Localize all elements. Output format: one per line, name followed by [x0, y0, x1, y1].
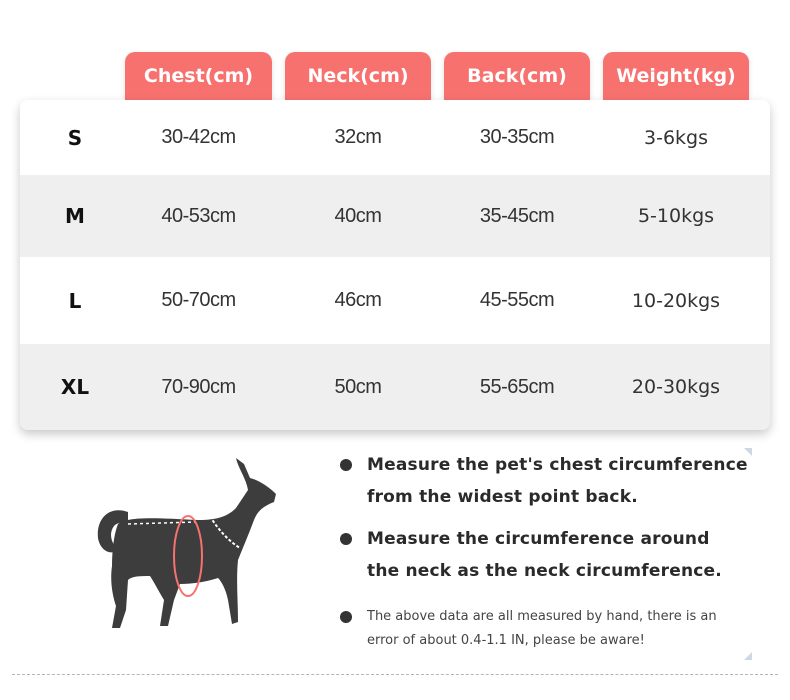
bullet-dot — [340, 611, 352, 623]
bullet-dot — [340, 533, 352, 545]
note-line1: The above data are all measured by hand, there is an — [367, 609, 717, 624]
chest-cell: 30-42cm — [161, 126, 236, 148]
back-cell: 35-45cm — [479, 204, 555, 227]
chest-cell: 40-53cm — [161, 204, 236, 227]
neck-cell: 46cm — [334, 289, 382, 311]
size-cell: S — [67, 125, 83, 150]
size-cell: M — [65, 204, 85, 228]
table-row — [20, 257, 770, 344]
back-cell: 45-55cm — [479, 289, 555, 311]
header-neck: Neck(cm) — [285, 52, 431, 100]
chest-cell: 70-90cm — [161, 375, 236, 398]
table-row — [20, 175, 770, 257]
corner-mark — [744, 652, 752, 660]
weight-cell: 20-30kgs — [631, 376, 721, 398]
corner-mark — [744, 448, 752, 456]
table-header-row — [0, 52, 790, 100]
note-line2: error of about 0.4-1.1 IN, please be aware! — [367, 633, 645, 648]
neck-cell: 40cm — [334, 204, 382, 227]
divider — [12, 674, 778, 675]
measurement-instructions — [0, 440, 790, 670]
header-back: Back(cm) — [444, 52, 590, 100]
back-cell: 30-35cm — [479, 126, 555, 148]
neck-cell: 32cm — [334, 126, 382, 148]
weight-cell: 10-20kgs — [631, 289, 721, 312]
weight-cell: 3-6kgs — [644, 126, 708, 149]
neck-instruction-line1: Measure the circumference around — [367, 529, 710, 549]
size-cell: L — [68, 288, 82, 313]
header-chest: Chest(cm) — [125, 52, 272, 100]
neck-cell: 50cm — [334, 375, 382, 398]
table-row — [20, 344, 770, 430]
dog-measurement-icon — [88, 450, 288, 650]
chest-cell: 50-70cm — [161, 289, 236, 311]
size-table — [20, 100, 770, 430]
bullet-dot — [340, 459, 352, 471]
chest-instruction-line1: Measure the pet's chest circumference — [367, 455, 748, 475]
chest-instruction-line2: from the widest point back. — [367, 487, 638, 507]
header-weight: Weight(kg) — [603, 52, 749, 100]
size-cell: XL — [60, 375, 90, 399]
back-cell: 55-65cm — [479, 375, 555, 398]
weight-cell: 5-10kgs — [637, 205, 715, 227]
neck-instruction-line2: the neck as the neck circumference. — [367, 561, 722, 581]
table-row — [20, 100, 770, 175]
